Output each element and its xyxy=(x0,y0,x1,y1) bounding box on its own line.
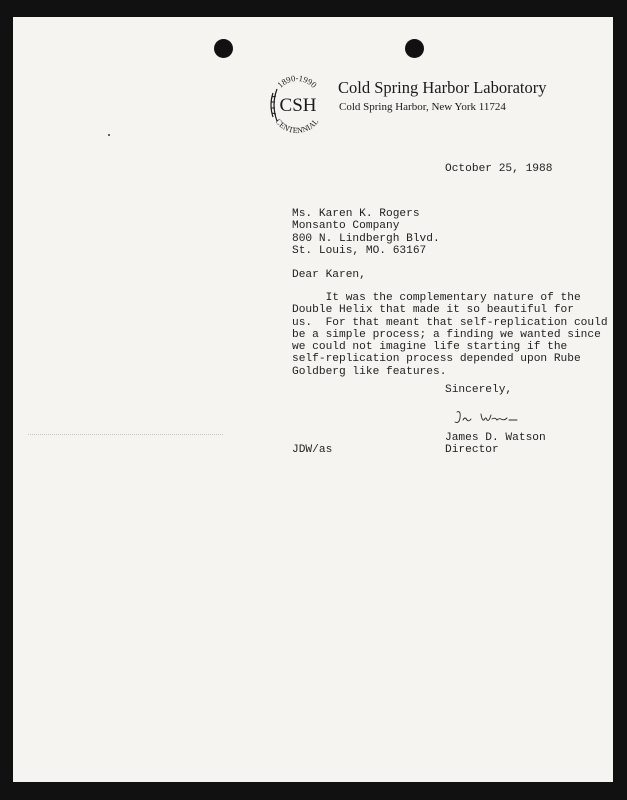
body-line: be a simple process; a finding we wanted since xyxy=(292,328,601,341)
signer-name: James D. Watson xyxy=(445,432,546,444)
faint-mark-line xyxy=(28,434,223,435)
centennial-seal-logo xyxy=(261,69,333,141)
recipient-line: Ms. Karen K. Rogers xyxy=(292,208,420,220)
letter-page xyxy=(13,17,613,782)
recipient-line: Monsanto Company xyxy=(292,220,400,233)
svg-text:CENTENNIAL: CENTENNIAL xyxy=(273,117,321,136)
punch-hole-right xyxy=(405,39,424,58)
salutation: Dear Karen, xyxy=(292,269,366,281)
body-line: we could not imagine life starting if the xyxy=(292,341,568,354)
org-address: Cold Spring Harbor, New York 11724 xyxy=(339,101,506,113)
body-line: us. For that meant that self-replication could xyxy=(292,316,608,329)
handwritten-signature xyxy=(451,406,521,428)
typist-initials: JDW/as xyxy=(292,444,333,456)
seal-center-text: CSH xyxy=(279,95,317,116)
letter-date: October 25, 1988 xyxy=(445,163,553,175)
letter-body xyxy=(292,292,608,378)
closing: Sincerely, xyxy=(445,384,513,396)
body-line: self-replication process depended upon Rube xyxy=(292,353,581,366)
body-line: It was the complementary nature of the xyxy=(292,292,581,304)
punch-hole-left xyxy=(214,39,233,58)
svg-text:1890-1990: 1890-1990 xyxy=(275,73,319,90)
signer-block xyxy=(445,432,546,457)
org-name: Cold Spring Harbor Laboratory xyxy=(338,78,547,97)
recipient-line: St. Louis, MO. 63167 xyxy=(292,244,427,257)
body-line: Double Helix that made it so beautiful for xyxy=(292,304,574,317)
recipient-line: 800 N. Lindbergh Blvd. xyxy=(292,232,440,245)
speck xyxy=(108,134,110,136)
body-line: Goldberg like features. xyxy=(292,365,447,378)
signer-title: Director xyxy=(445,444,499,457)
recipient-address xyxy=(292,208,440,257)
